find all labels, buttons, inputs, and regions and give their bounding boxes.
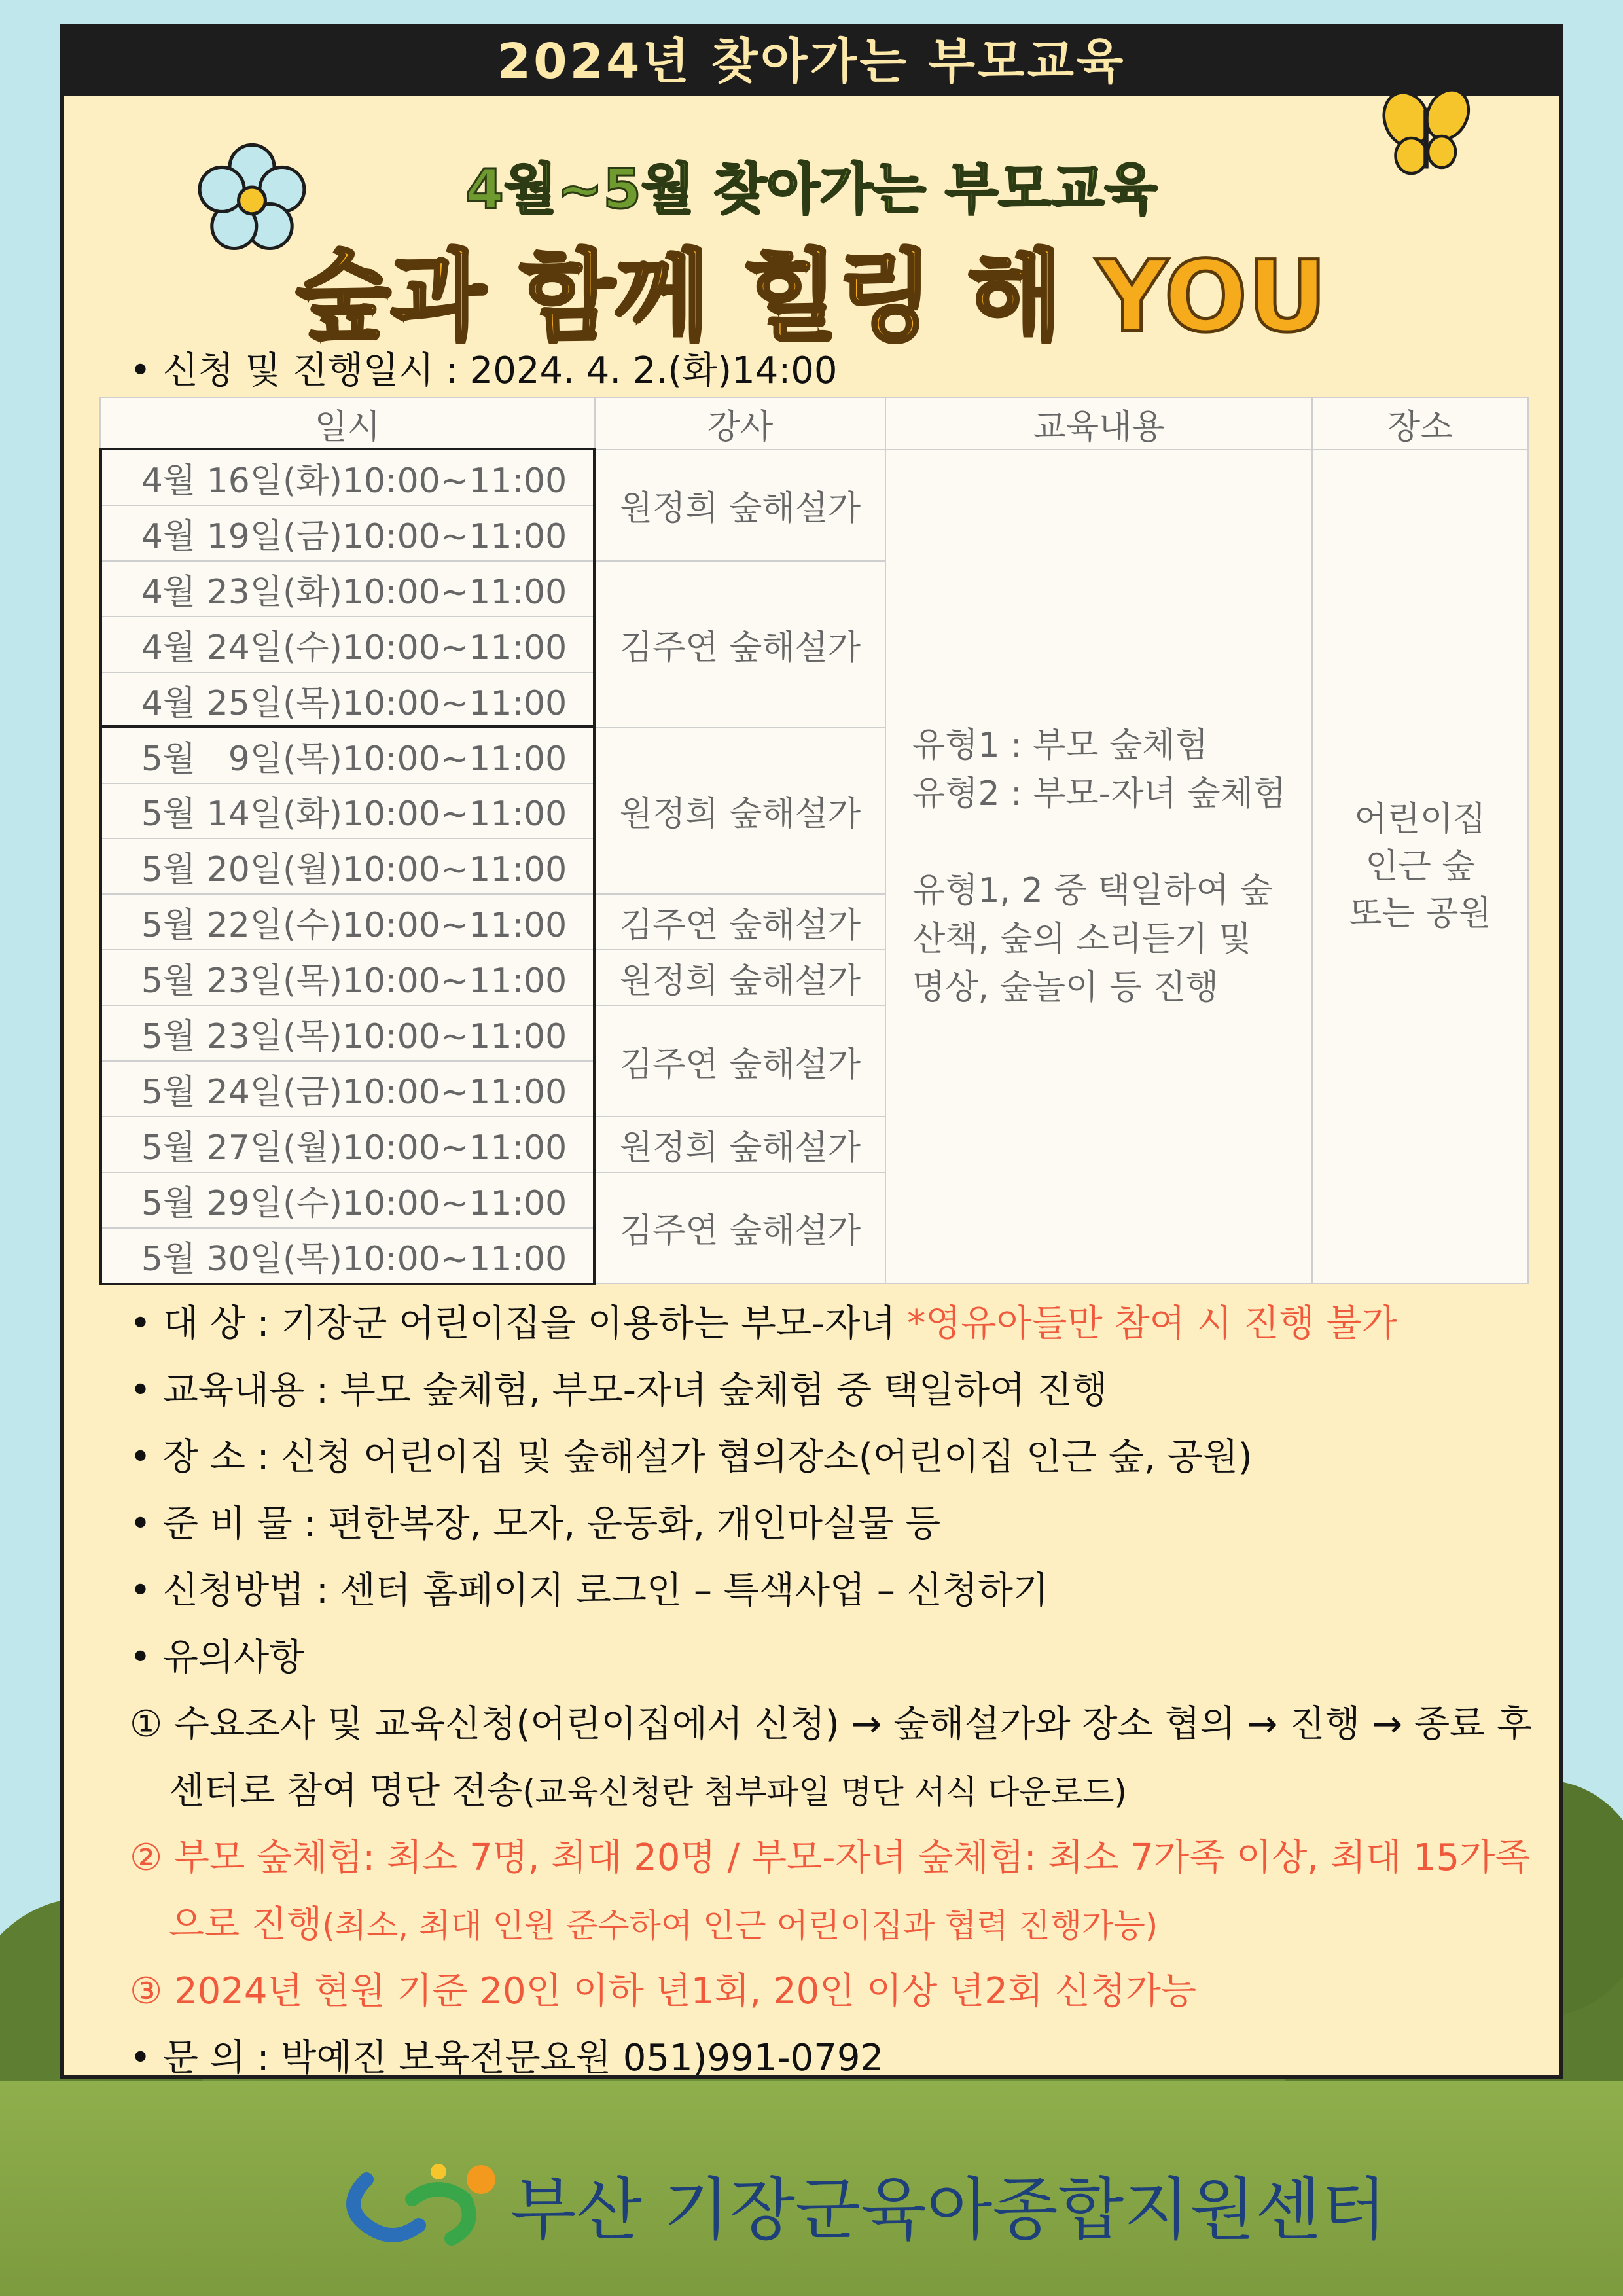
note-1-subtext: (교육신청란 첨부파일 명단 서식 다운로드) [522, 1773, 1127, 1811]
date-cell: 4월 25일(목)10:00~11:00 [100, 672, 595, 728]
content-line: 산책, 숲의 소리듣기 및 [912, 920, 1252, 959]
date-cell: 4월 23일(화)10:00~11:00 [100, 561, 595, 617]
note-2-line-2 [130, 1895, 1158, 1948]
info-target-warning: *영유아들만 참여 시 진행 불가 [907, 1302, 1397, 1345]
info-method: • 신청방법 : 센터 홈페이지 로그인 – 특색사업 – 신청하기 [130, 1570, 1049, 1612]
info-target-text: • 대 상 : 기장군 어린이집을 이용하는 부모-자녀 [130, 1302, 908, 1345]
content-line: 유형1, 2 중 택일하여 숲 [912, 871, 1273, 910]
date-cell: 5월 27일(월)10:00~11:00 [100, 1117, 595, 1172]
content-cell [885, 450, 1312, 1283]
table-header-cell: 교육내용 [885, 397, 1312, 450]
date-cell: 5월 14일(화)10:00~11:00 [100, 783, 595, 839]
place-line: 어린이집 [1354, 800, 1486, 839]
date-cell: 5월 29일(수)10:00~11:00 [100, 1172, 595, 1228]
content-line: 유형2 : 부모-자녀 숲체험 [912, 774, 1287, 814]
info-items: • 준 비 물 : 편한복장, 모자, 운동화, 개인마실물 등 [130, 1503, 941, 1545]
org-name: 부산 기장군육아종합지원센터 [510, 2170, 1387, 2250]
info-content: • 교육내용 : 부모 숲체험, 부모-자녀 숲체험 중 택일하여 진행 [130, 1369, 1108, 1412]
date-cell: 4월 19일(금)10:00~11:00 [100, 505, 595, 561]
subtitle: 4월~5월 찾아가는 부모교육 [465, 157, 1158, 221]
date-cell: 5월 23일(목)10:00~11:00 [100, 950, 595, 1005]
date-cell: 5월 23일(목)10:00~11:00 [100, 1005, 595, 1061]
note-3: ③ 2024년 현원 기준 20인 이하 년1회, 20인 이상 년2회 신청가능 [130, 1970, 1197, 2013]
instructor-cell: 원정희 숲해설가 [595, 450, 885, 561]
application-date: • 신청 및 진행일시 : 2024. 4. 2.(화)14:00 [130, 350, 838, 392]
content-line: 유형1 : 부모 숲체험 [912, 726, 1208, 765]
content-line: 명상, 숲놀이 등 진행 [912, 968, 1219, 1007]
instructor-cell: 원정희 숲해설가 [595, 1117, 885, 1172]
schedule-table [99, 397, 1529, 1284]
note-1-line-2 [130, 1762, 1127, 1814]
notes-title: • 유의사항 [130, 1636, 305, 1679]
poster-card [60, 24, 1563, 2079]
instructor-cell: 김주연 숲해설가 [595, 894, 885, 950]
date-cell: 4월 24일(수)10:00~11:00 [100, 617, 595, 672]
date-cell: 5월 9일(목)10:00~11:00 [100, 728, 595, 783]
instructor-cell: 원정희 숲해설가 [595, 950, 885, 1005]
instructor-cell: 김주연 숲해설가 [595, 1172, 885, 1283]
info-place: • 장 소 : 신청 어린이집 및 숲해설가 협의장소(어린이집 인근 숲, 공원) [130, 1436, 1253, 1479]
info-contact: • 문 의 : 박예진 보육전문요원 051)991-0792 [130, 2037, 884, 2079]
place-line: 또는 공원 [1349, 894, 1491, 933]
table-header-cell: 일시 [100, 397, 595, 450]
table-header-row [100, 397, 1528, 450]
date-cell: 5월 22일(수)10:00~11:00 [100, 894, 595, 950]
main-title: 숲과 함께 힐링 해 YOU [296, 240, 1327, 354]
instructor-cell: 김주연 숲해설가 [595, 1005, 885, 1117]
header-title: 2024년 찾아가는 부모교육 [64, 27, 1559, 96]
note-2-text: 으로 진행 [169, 1903, 323, 1946]
date-cell: 5월 30일(목)10:00~11:00 [100, 1228, 595, 1283]
note-2-subtext: (최소, 최대 인원 준수하여 인근 어린이집과 협력 진행가능) [322, 1907, 1158, 1945]
date-cell: 4월 16일(화)10:00~11:00 [100, 450, 595, 505]
table-header-cell: 장소 [1312, 397, 1528, 450]
table-header-cell: 강사 [595, 397, 885, 450]
date-cell: 5월 24일(금)10:00~11:00 [100, 1061, 595, 1117]
note-1-text: 센터로 참여 명단 전송 [169, 1770, 523, 1812]
place-line: 인근 숲 [1365, 847, 1475, 886]
place-cell [1312, 450, 1528, 1283]
note-2-line-1: ② 부모 숲체험: 최소 7명, 최대 20명 / 부모-자녀 숲체험: 최소 7가족 이상, 최대 15가족 [130, 1837, 1531, 1879]
content-spacer [912, 818, 1311, 867]
instructor-cell: 김주연 숲해설가 [595, 561, 885, 728]
info-target [130, 1295, 1397, 1347]
table-row [100, 450, 1528, 505]
date-cell: 5월 20일(월)10:00~11:00 [100, 838, 595, 894]
instructor-cell: 원정희 숲해설가 [595, 728, 885, 895]
note-1-line-1: ① 수요조사 및 교육신청(어린이집에서 신청) → 숲해설가와 장소 협의 → 진행 → 종료 후 [130, 1703, 1533, 1746]
